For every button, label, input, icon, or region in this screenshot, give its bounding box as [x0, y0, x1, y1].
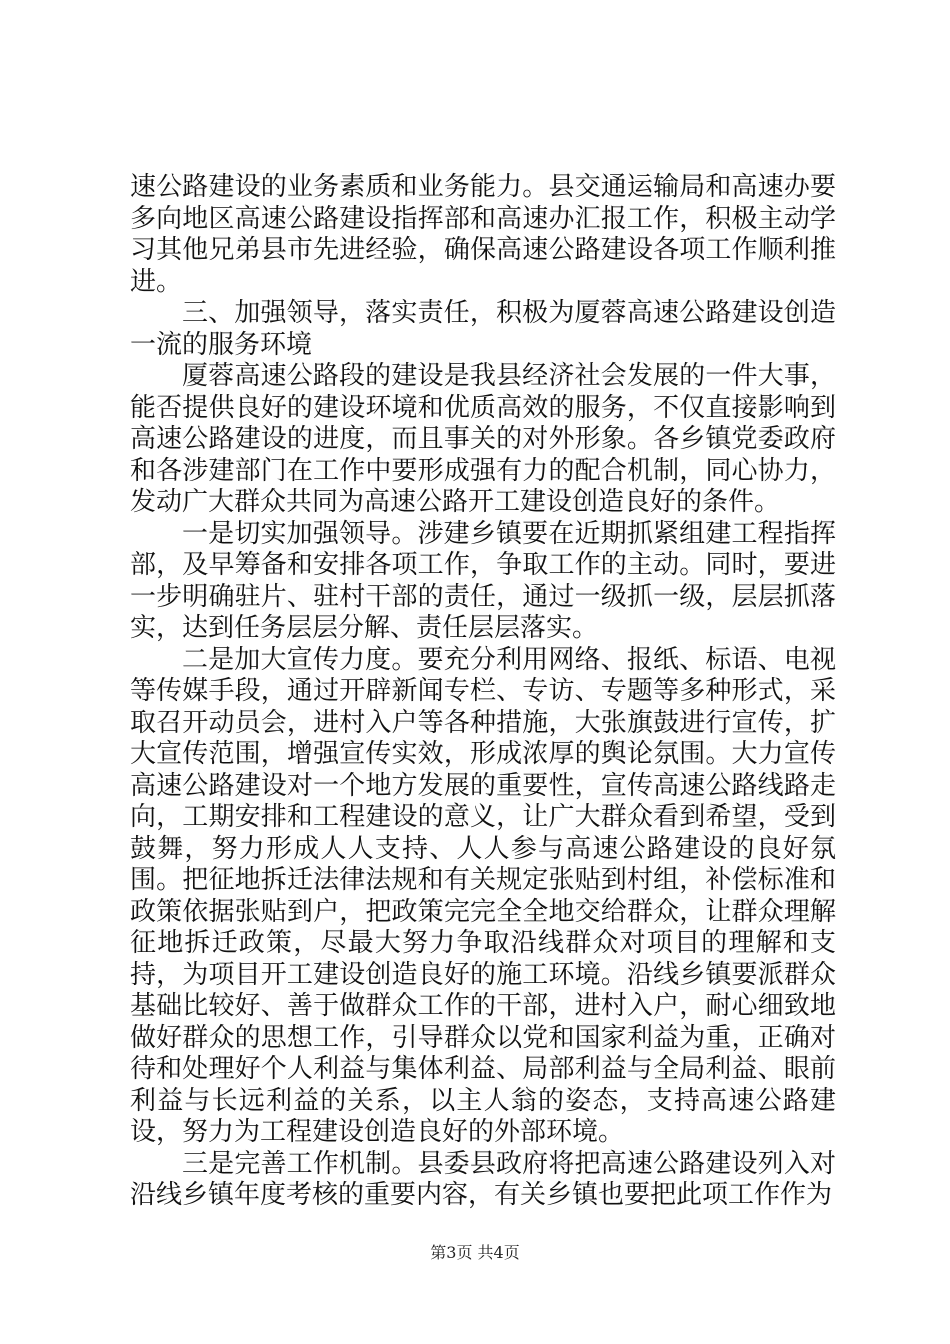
- page-number-footer: 第3页 共4页: [430, 1243, 520, 1262]
- paragraph-construction-overview: 厦蓉高速公路段的建设是我县经济社会发展的一件大事，能否提供良好的建设环境和优质高效的服务，不仅直接影响到高速公路建设的进度，而且事关的对外形象。各乡镇党委政府和各涉建部门在工作中要形成强有力的配合机制，同心协力，发动广大群众共同为高速公路开工建设创造良好的条件。: [130, 361, 836, 517]
- document-body: [130, 172, 836, 1212]
- paragraph-publicity: 二是加大宣传力度。要充分利用网络、报纸、标语、电视等传媒手段，通过开辟新闻专栏、专访、专题等多种形式，采取召开动员会，进村入户等各种措施，大张旗鼓进行宣传，扩大宣传范围，增强宣传实效，形成浓厚的舆论氛围。大力宣传高速公路建设对一个地方发展的重要性，宣传高速公路线路走向，工期安排和工程建设的意义，让广大群众看到希望，受到鼓舞，努力形成人人支持、人人参与高速公路建设的良好氛围。把征地拆迁法律法规和有关规定张贴到村组，补偿标准和政策依据张贴到户，把政策完完全全地交给群众，让群众理解征地拆迁政策，尽最大努力争取沿线群众对项目的理解和支持，为项目开工建设创造良好的施工环境。沿线乡镇要派群众基础比较好、善于做群众工作的干部，进村入户，耐心细致地做好群众的思想工作，引导群众以党和国家利益为重，正确对待和处理好个人利益与集体利益、局部利益与全局利益、眼前利益与长远利益的关系，以主人翁的姿态，支持高速公路建设，努力为工程建设创造良好的外部环境。: [130, 644, 836, 1147]
- paragraph-continuation: 速公路建设的业务素质和业务能力。县交通运输局和高速办要多向地区高速公路建设指挥部和高速办汇报工作，积极主动学习其他兄弟县市先进经验，确保高速公路建设各项工作顺利推进。: [130, 172, 836, 297]
- paragraph-mechanism: 三是完善工作机制。县委县政府将把高速公路建设列入对沿线乡镇年度考核的重要内容，有关乡镇也要把此项工作作为: [130, 1148, 836, 1210]
- paragraph-leadership: 一是切实加强领导。涉建乡镇要在近期抓紧组建工程指挥部，及早筹备和安排各项工作，争取工作的主动。同时，要进一步明确驻片、驻村干部的责任，通过一级抓一级，层层抓落实，达到任务层层分解、责任层层落实。: [130, 518, 836, 643]
- section-heading-three: 三、加强领导，落实责任，积极为厦蓉高速公路建设创造一流的服务环境: [130, 298, 836, 360]
